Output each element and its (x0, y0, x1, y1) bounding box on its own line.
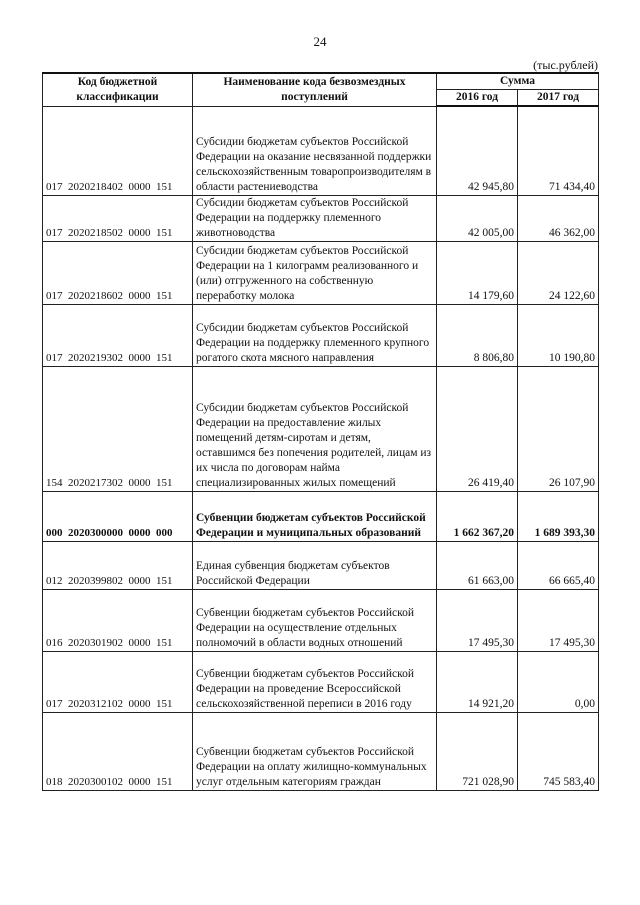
row-2016: 14 921,20 (437, 651, 518, 712)
table-row (43, 651, 599, 712)
row-2017: 17 495,30 (518, 589, 599, 651)
row-2016: 26 419,40 (437, 366, 518, 491)
row-code: 017 2020218402 0000 151 (43, 106, 193, 195)
row-code: 017 2020312102 0000 151 (43, 651, 193, 712)
row-name: Субвенции бюджетам субъектов Российской Федерации на оплату жилищно-коммунальных услуг отдельным категориям граждан (193, 712, 437, 790)
row-2016: 8 806,80 (437, 304, 518, 366)
row-name: Субсидии бюджетам субъектов Российской Федерации на поддержку племенного крупного рогатого скота мясного направления (193, 304, 437, 366)
row-code: 012 2020399802 0000 151 (43, 541, 193, 589)
row-name: Субсидии бюджетам субъектов Российской Федерации на оказание несвязанной поддержки сельскохозяйственным товаропроизводителям в области растениеводства (193, 106, 437, 195)
row-2017: 71 434,40 (518, 106, 599, 195)
row-2016: 14 179,60 (437, 241, 518, 304)
row-2017: 10 190,80 (518, 304, 599, 366)
row-code: 018 2020300102 0000 151 (43, 712, 193, 790)
row-2016: 42 945,80 (437, 106, 518, 195)
budget-table (42, 72, 599, 791)
row-2017: 0,00 (518, 651, 599, 712)
row-2017: 745 583,40 (518, 712, 599, 790)
units-label: (тыс.рублей) (533, 58, 598, 72)
row-code: 017 2020218602 0000 151 (43, 241, 193, 304)
table-row (43, 366, 599, 491)
table-row (43, 541, 599, 589)
header-2017: 2017 год (518, 90, 599, 107)
row-2016: 42 005,00 (437, 195, 518, 241)
row-name: Субвенции бюджетам субъектов Российской Федерации и муниципальных образований (193, 491, 437, 541)
table-row (43, 491, 599, 541)
page-number: 24 (313, 34, 327, 49)
row-2017: 26 107,90 (518, 366, 599, 491)
row-name: Субвенции бюджетам субъектов Российской Федерации на осуществление отдельных полномочий в области водных отношений (193, 589, 437, 651)
row-code: 017 2020219302 0000 151 (43, 304, 193, 366)
row-code: 017 2020218502 0000 151 (43, 195, 193, 241)
row-name: Субсидии бюджетам субъектов Российской Федерации на поддержку племенного животноводства (193, 195, 437, 241)
table-row (43, 195, 599, 241)
table-row (43, 304, 599, 366)
row-2017: 66 665,40 (518, 541, 599, 589)
row-2016: 1 662 367,20 (437, 491, 518, 541)
row-code: 154 2020217302 0000 151 (43, 366, 193, 491)
row-2016: 721 028,90 (437, 712, 518, 790)
row-2016: 17 495,30 (437, 589, 518, 651)
header-code: Код бюджетной классификации (43, 73, 193, 106)
row-code: 000 2020300000 0000 000 (43, 491, 193, 541)
header-name: Наименование кода безвозмездных поступлений (193, 73, 437, 106)
table-row (43, 589, 599, 651)
row-2016: 61 663,00 (437, 541, 518, 589)
row-code: 016 2020301902 0000 151 (43, 589, 193, 651)
header-sum: Сумма (437, 73, 599, 90)
header-2016: 2016 год (437, 90, 518, 107)
row-name: Единая субвенция бюджетам субъектов Российской Федерации (193, 541, 437, 589)
row-name: Субвенции бюджетам субъектов Российской Федерации на проведение Всероссийской сельскохозяйственной переписи в 2016 году (193, 651, 437, 712)
table-row (43, 241, 599, 304)
row-name: Субсидии бюджетам субъектов Российской Федерации на 1 килограмм реализованного и (или) отгруженного на собственную переработку молока (193, 241, 437, 304)
row-2017: 24 122,60 (518, 241, 599, 304)
row-2017: 46 362,00 (518, 195, 599, 241)
table-row (43, 106, 599, 195)
table-row (43, 712, 599, 790)
row-name: Субсидии бюджетам субъектов Российской Федерации на предоставление жилых помещений детям-сиротам и детям, оставшимся без попечения родителей, лицам из их числа по договорам найма специализированных жилых помещений (193, 366, 437, 491)
row-2017: 1 689 393,30 (518, 491, 599, 541)
